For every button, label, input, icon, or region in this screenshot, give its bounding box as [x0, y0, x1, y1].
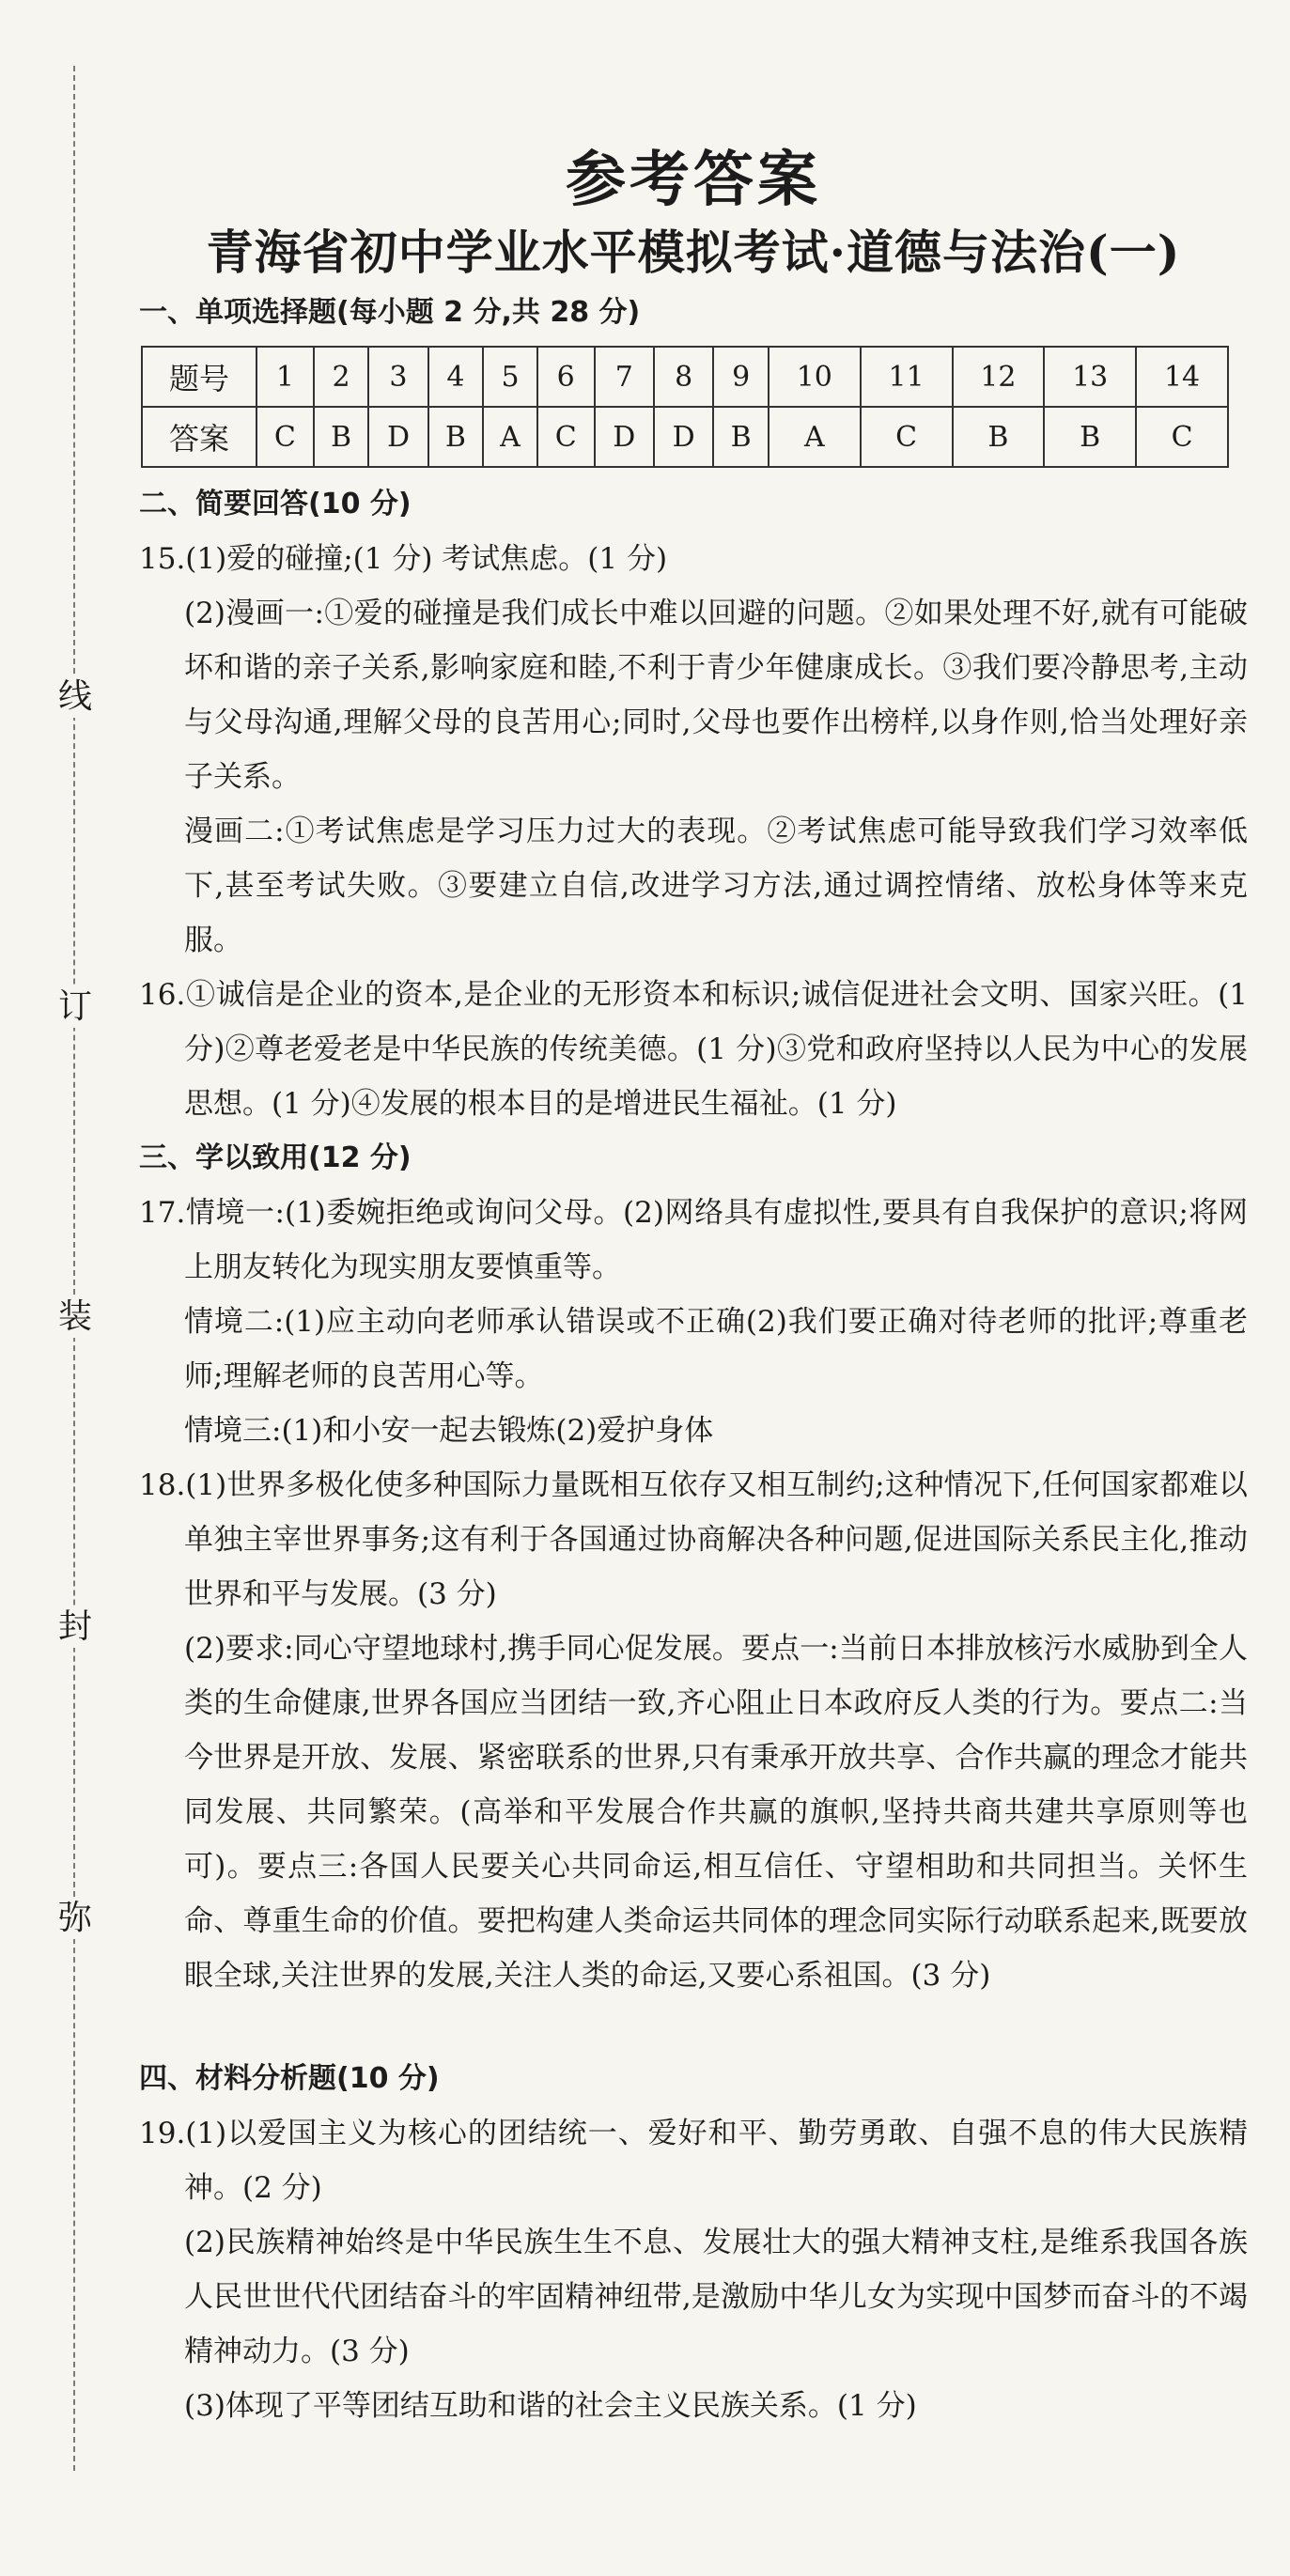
margin-char-zhuang: 装: [58, 1297, 93, 1336]
margin-char-xian: 线: [58, 677, 93, 716]
question-number-cell: 8: [654, 347, 713, 407]
section3-heading: 三、学以致用(12 分): [139, 1141, 412, 1174]
section1-heading: 一、单项选择题(每小题 2 分,共 28 分): [139, 296, 641, 329]
answer-cell: A: [769, 407, 861, 467]
question-number-cell: 12: [953, 347, 1045, 407]
q18-part2: (2)要求:同心守望地球村,携手同心促发展。要点一:当前日本排放核污水威胁到全人类的生命健康,世界各国应当团结一致,齐心阻止日本政府反人类的行为。要点二:当今世界是开放、发展、紧密联系的世界,只有秉承开放共享、合作共赢的理念才能共同发展、共同繁荣。(高举和平发展合作共赢的旗帜,坚持共商共建共享原则等也可)。要点三:各国人民要关心共同命运,相互信任、守望相助和共同担当。关怀生命、尊重生命的价值。要把构建人类命运共同体的理念同实际行动联系起来,既要放眼全球,关注世界的发展,关注人类的命运,又要心系祖国。(3 分): [184, 1632, 1248, 1993]
question-number-cell: 10: [769, 347, 861, 407]
answer-cell: C: [861, 407, 953, 467]
answer-cell: B: [314, 407, 369, 467]
q17-situation1: 17.情境一:(1)委婉拒绝或询问父母。(2)网络具有虚拟性,要具有自我保护的意识;将网上朋友转化为现实朋友要慎重等。: [139, 1196, 1248, 1284]
q15-part3: 漫画二:①考试焦虑是学习压力过大的表现。②考试焦虑可能导致我们学习效率低下,甚至考试失败。③要建立自信,改进学习方法,通过调控情绪、放松身体等来克服。: [184, 815, 1248, 957]
question-number-cell: 9: [713, 347, 769, 407]
question-number-cell: 5: [483, 347, 537, 407]
q15-part2: (2)漫画一:①爱的碰撞是我们成长中难以回避的问题。②如果处理不好,就有可能破坏和谐的亲子关系,影响家庭和睦,不利于青少年健康成长。③我们要冷静思考,主动与父母沟通,理解父母的良苦用心;同时,父母也要作出榜样,以身作则,恰当处理好亲子关系。: [184, 597, 1248, 794]
q19-part1: 19.(1)以爱国主义为核心的团结统一、爱好和平、勤劳勇敢、自强不息的伟大民族精神。(2 分): [139, 2117, 1248, 2205]
answer-cell: D: [595, 407, 654, 467]
q16-answer: 16.①诚信是企业的资本,是企业的无形资本和标识;诚信促进社会文明、国家兴旺。(1 分)②尊老爱老是中华民族的传统美德。(1 分)③党和政府坚持以人民为中心的发展思想。(1 分)④发展的根本目的是增进民生福祉。(1 分): [139, 978, 1248, 1121]
question-number-cell: 3: [368, 347, 427, 407]
answer-cell: B: [428, 407, 484, 467]
section4-heading: 四、材料分析题(10 分): [139, 2062, 440, 2095]
question-number-cell: 14: [1136, 347, 1228, 407]
answer-label: 答案: [142, 407, 256, 467]
q19-part3: (3)体现了平等团结互助和谐的社会主义民族关系。(1 分): [184, 2389, 917, 2423]
answer-cell: D: [368, 407, 427, 467]
binding-dashed-line: [73, 66, 75, 2471]
question-number-cell: 13: [1044, 347, 1136, 407]
question-number-row: [142, 347, 1228, 407]
q19-part2: (2)民族精神始终是中华民族生生不息、发展壮大的强大精神支柱,是维系我国各族人民世世代代团结奋斗的牢固精神纽带,是激励中华儿女为实现中国梦而奋斗的不竭精神动力。(3 分): [184, 2226, 1248, 2368]
answer-cell: C: [537, 407, 595, 467]
q17-situation2: 情境二:(1)应主动向老师承认错误或不正确(2)我们要正确对待老师的批评;尊重老师;理解老师的良苦用心等。: [184, 1305, 1248, 1393]
margin-char-feng: 封: [58, 1607, 93, 1646]
answer-cell: D: [654, 407, 713, 467]
margin-char-mi: 弥: [58, 1899, 93, 1937]
answer-cell: C: [1136, 407, 1228, 467]
answer-cell: B: [953, 407, 1045, 467]
answer-table: [141, 346, 1229, 468]
answer-cell: B: [713, 407, 769, 467]
question-number-label: 题号: [142, 347, 256, 407]
question-number-cell: 6: [537, 347, 595, 407]
question-number-cell: 2: [314, 347, 369, 407]
answer-row: [142, 407, 1228, 467]
q17-situation3: 情境三:(1)和小安一起去锻炼(2)爱护身体: [184, 1414, 714, 1448]
question-number-cell: 11: [861, 347, 953, 407]
section2-heading: 二、简要回答(10 分): [139, 488, 412, 520]
q15-part1: 15.(1)爱的碰撞;(1 分) 考试焦虑。(1 分): [139, 542, 668, 576]
question-number-cell: 4: [428, 347, 484, 407]
answer-cell: C: [256, 407, 314, 467]
margin-char-ding: 订: [58, 987, 93, 1026]
answer-cell: B: [1044, 407, 1136, 467]
answer-sheet: [139, 141, 1248, 2433]
question-number-cell: 1: [256, 347, 314, 407]
exam-subtitle: 青海省初中学业水平模拟考试·道德与法治(一): [206, 225, 1181, 280]
q18-part1: 18.(1)世界多极化使多种国际力量既相互依存又相互制约;这种情况下,任何国家都难以单独主宰世界事务;这有利于各国通过协商解决各种问题,促进国际关系民主化,推动世界和平与发展。(3 分): [139, 1468, 1248, 1611]
answer-cell: A: [483, 407, 537, 467]
question-number-cell: 7: [595, 347, 654, 407]
page-title: 参考答案: [566, 145, 821, 215]
